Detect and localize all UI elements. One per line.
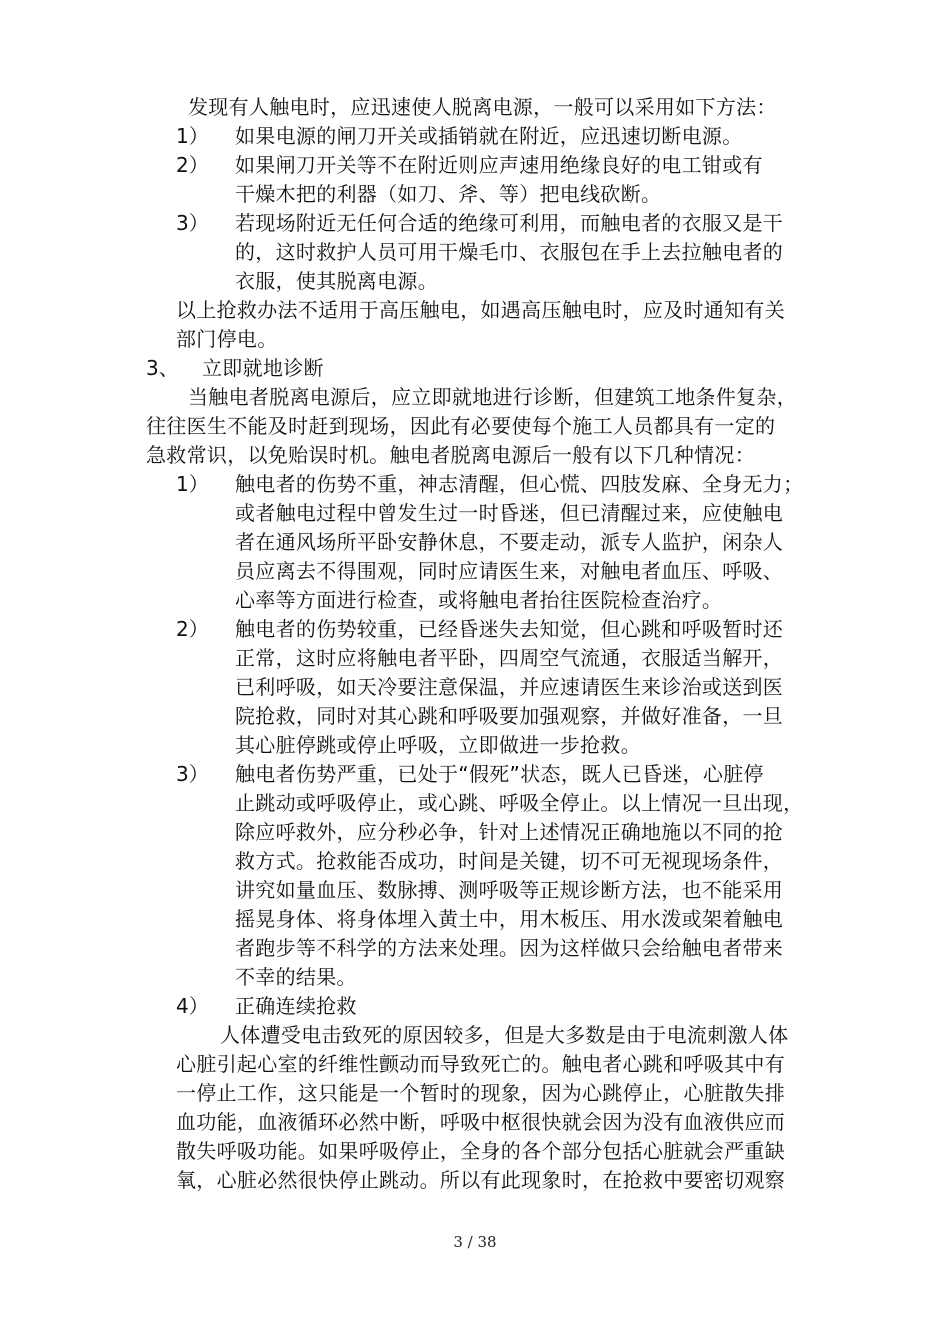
method-line: 干燥木把的利器（如刀、斧、等）把电线砍断。 (235, 182, 662, 206)
intro-line: 发现有人触电时，应迅速使人脱离电源，一般可以采用如下方法： (188, 95, 777, 119)
case-number: 4） (176, 994, 209, 1018)
method-line: 如果电源的闸刀开关或插销就在附近，应迅速切断电源。 (235, 124, 743, 148)
case-line: 心率等方面进行检查，或将触电者抬往医院检查治疗。 (235, 588, 723, 612)
case-line: 摇晃身体、将身体埋入黄土中，用木板压、用水泼或架着触电 (235, 907, 784, 931)
case-line: 正常，这时应将触电者平卧，四周空气流通，衣服适当解开， (235, 646, 784, 670)
method-line: 衣服，使其脱离电源。 (235, 269, 438, 293)
method-line: 的，这时救护人员可用干燥毛巾、衣服包在手上去拉触电者的 (235, 240, 784, 264)
method-line: 如果闸刀开关等不在附近则应声速用绝缘良好的电工钳或有 (235, 153, 763, 177)
paragraph-line: 散失呼吸功能。如果呼吸停止，全身的各个部分包括心脏就会严重缺 (176, 1139, 785, 1163)
case-line: 者跑步等不科学的方法来处理。因为这样做只会给触电者带来 (235, 936, 784, 960)
case-line: 触电者的伤势不重，神志清醒，但心慌、四肢发麻、全身无力； (235, 472, 804, 496)
case-line: 触电者的伤势较重，已经昏迷失去知觉，但心跳和呼吸暂时还 (235, 617, 784, 641)
case-line: 触电者伤势严重，已处于“假死”状态，既人已昏迷，心脏停 (235, 762, 764, 786)
paragraph-line: 往往医生不能及时赶到现场，因此有必要使每个施工人员都具有一定的 (146, 414, 776, 438)
paragraph-line: 一停止工作，这只能是一个暂时的现象，因为心跳停止，心脏散失排 (176, 1081, 785, 1105)
paragraph-line: 当触电者脱离电源后，应立即就地进行诊断，但建筑工地条件复杂， (188, 385, 797, 409)
section-number: 3、 (146, 356, 179, 380)
case-number: 3） (176, 762, 209, 786)
case-number: 1） (176, 472, 209, 496)
case-line: 或者触电过程中曾发生过一时昏迷，但已清醒过来，应使触电 (235, 501, 784, 525)
case-line: 救方式。抢救能否成功，时间是关键，切不可无视现场条件， (235, 849, 784, 873)
case-line: 院抢救，同时对其心跳和呼吸要加强观察，并做好准备，一旦 (235, 704, 784, 728)
case-line: 止跳动或呼吸停止，或心跳、呼吸全停止。以上情况一旦出现， (235, 791, 804, 815)
case-number: 2） (176, 617, 209, 641)
method-line: 若现场附近无任何合适的绝缘可利用，而触电者的衣服又是干 (235, 211, 784, 235)
page-number: 3 / 38 (453, 1233, 497, 1251)
case-line: 不幸的结果。 (235, 965, 357, 989)
method-number: 2） (176, 153, 209, 177)
paragraph-line: 心脏引起心室的纤维性颤动而导致死亡的。触电者心跳和呼吸其中有 (176, 1052, 785, 1076)
case-line: 除应呼救外，应分秒必争，针对上述情况正确地施以不同的抢 (235, 820, 784, 844)
case-line: 已利呼吸，如天冷要注意保温，并应速请医生来诊治或送到医 (235, 675, 784, 699)
method-number: 3） (176, 211, 209, 235)
note-line: 以上抢救办法不适用于高压触电，如遇高压触电时，应及时通知有关 (176, 298, 785, 322)
case-line: 其心脏停跳或停止呼吸，立即做进一步抢救。 (235, 733, 641, 757)
case-line: 讲究如量血压、数脉搏、测呼吸等正规诊断方法，也不能采用 (235, 878, 784, 902)
method-number: 1） (176, 124, 209, 148)
case-line: 员应离去不得围观，同时应请医生来，对触电者血压、呼吸、 (235, 559, 784, 583)
paragraph-line: 血功能，血液循环必然中断，呼吸中枢很快就会因为没有血液供应而 (176, 1110, 785, 1134)
paragraph-line: 急救常识，以免贻误时机。触电者脱离电源后一般有以下几种情况： (146, 443, 755, 467)
paragraph-line: 人体遭受电击致死的原因较多，但是大多数是由于电流刺激人体 (220, 1023, 789, 1047)
paragraph-line: 氧，心脏必然很快停止跳动。所以有此现象时，在抢救中要密切观察 (176, 1168, 785, 1192)
case-line: 者在通风场所平卧安静休息，不要走动，派专人监护，闲杂人 (235, 530, 784, 554)
note-line: 部门停电。 (176, 327, 278, 351)
section-title: 立即就地诊断 (202, 356, 324, 380)
case-line: 正确连续抢救 (235, 994, 357, 1018)
